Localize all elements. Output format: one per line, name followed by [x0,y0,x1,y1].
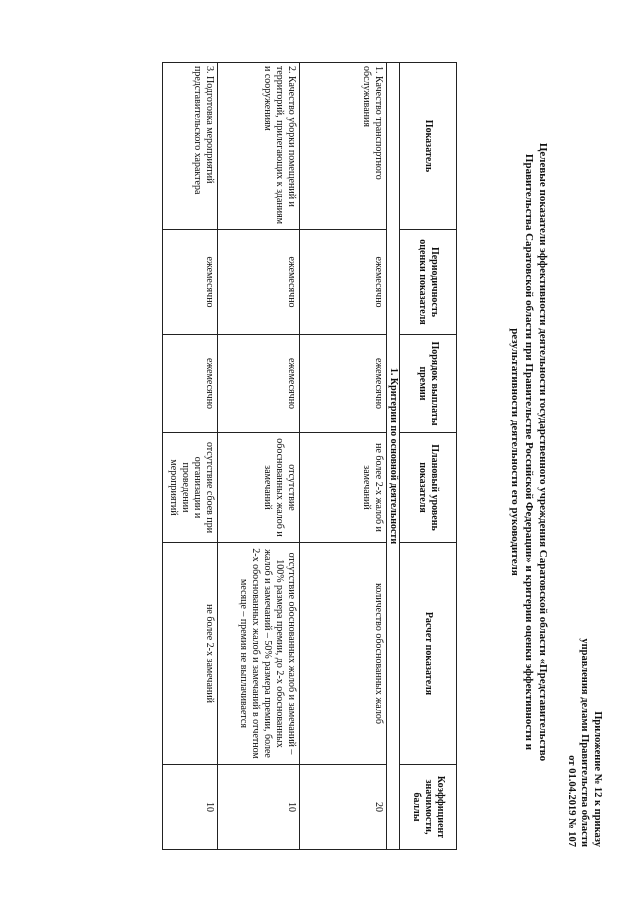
section-row [387,63,400,850]
plan-cell: не более 2-х жалоб и замечаний [300,433,387,543]
column-header-calculation: Расчет показателя [400,543,457,765]
order-appendix-header [565,587,604,847]
weight-cell: 10 [218,765,300,850]
table-row [218,63,300,850]
title-line: результативности деятельности его руководителя [509,328,521,576]
document-title [508,72,550,832]
calculation-cell: не более 2-х замечаний [163,543,218,765]
plan-cell: отсутствие обоснованных жалоб и замечаний [218,433,300,543]
column-header-weight: Коэффициент значимости, баллы [400,765,457,850]
table-row [163,63,218,850]
title-line: Правительства Саратовской области при Правительстве Российской Федерации» и критерии оценки эффективности и [523,153,535,751]
table-header-row [400,63,457,850]
payment-cell: ежемесячно [300,335,387,433]
column-header-period: Периодичность оценки показателя [400,230,457,335]
section-title: 1. Критерии по основной деятельности [387,63,400,850]
indicators-table [162,62,457,850]
table-row [300,63,387,850]
indicator-cell: 3. Подготовка мероприятий представительского характера [163,63,218,230]
period-cell: ежемесячно [163,230,218,335]
payment-cell: ежемесячно [218,335,300,433]
column-header-indicator: Показатель [400,63,457,230]
calculation-cell: отсутствие обоснованных жалоб и замечаний – 100% размера премии, до 2-х обоснованных жалоб и замечаний – 50% размера премии, более 2-х обоснованных жалоб и замечаний в отчетном месяце – премия не выплачивается [218,543,300,765]
column-header-payment: Порядок выплаты премии [400,335,457,433]
column-header-plan: Плановый уровень показателя [400,433,457,543]
payment-cell: ежемесячно [163,335,218,433]
indicator-cell: 1. Качество транспортного обслуживания [300,63,387,230]
period-cell: ежемесячно [300,230,387,335]
plan-cell: отсутствие сбоев при организации и проведении мероприятий [163,433,218,543]
period-cell: ежемесячно [218,230,300,335]
appendix-line: от 01.04.2019 № 107 [566,755,577,847]
weight-cell: 10 [163,765,218,850]
indicator-cell: 2. Качество уборки помещений и территорий, прилегающих к зданиям и сооружениям [218,63,300,230]
appendix-line: Приложение № 12 к приказу [592,711,603,847]
weight-cell: 20 [300,765,387,850]
title-line: Целевые показатели эффективности деятельности государственного учреждения Саратовской области «Представительство [537,142,549,762]
calculation-cell: количество обоснованных жалоб [300,543,387,765]
appendix-line: управления делами Правительства области [579,638,590,847]
